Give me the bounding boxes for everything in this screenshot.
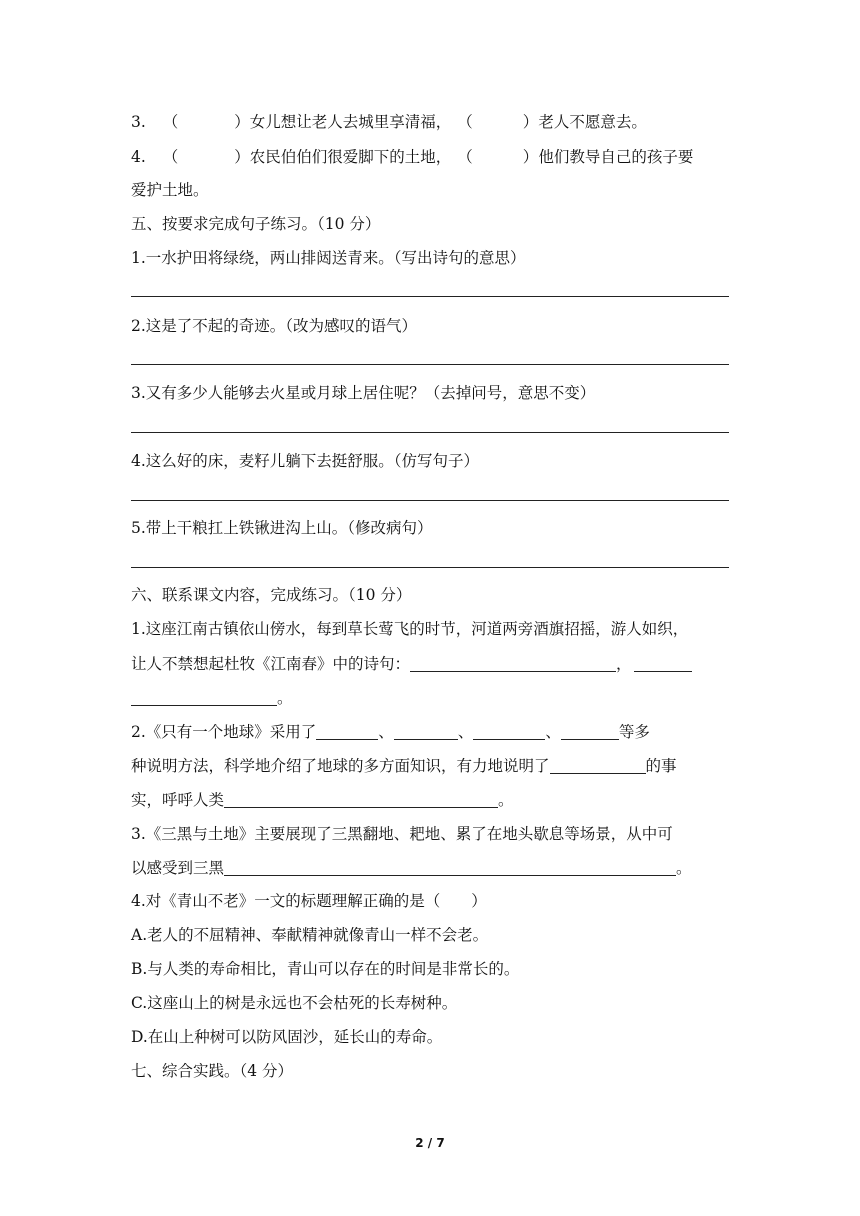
answer-line[interactable] — [131, 364, 729, 365]
section-5-item-5: 5.带上干粮扛上铁锹进沟上山。（修改病句） — [131, 519, 433, 537]
poem-blank[interactable] — [410, 655, 616, 672]
question-text: 农民伯伯们很爱脚下的土地， — [249, 148, 452, 166]
option-c[interactable]: C.这座山上的树是永远也不会枯死的长寿树种。 — [131, 994, 458, 1012]
section-6-q1-line3: 。 — [131, 688, 731, 708]
section-6-q1-line2: 让人不禁想起杜牧《江南春》中的诗句： ， — [131, 654, 731, 674]
answer-paren[interactable]: （ ） — [162, 113, 250, 131]
section-6-q1-line1: 1.这座江南古镇依山傍水，每到草长莺飞的时节，河道两旁酒旗招摇，游人如织， — [131, 620, 689, 638]
answer-line[interactable] — [131, 432, 729, 433]
method-blank[interactable] — [561, 723, 619, 740]
question-text: 女儿想让老人去城里享清福， — [249, 113, 452, 131]
section-5-item-2: 2.这是了不起的奇迹。（改为感叹的语气） — [131, 317, 418, 335]
method-blank[interactable] — [394, 723, 458, 740]
question-text-continued: 爱护土地。 — [131, 181, 209, 199]
method-blank[interactable] — [316, 723, 378, 740]
section-6-q3-line2: 以感受到三黑 。 — [131, 859, 692, 877]
answer-line[interactable] — [131, 296, 729, 297]
section-6-q2-line3: 实，呼呼人类 。 — [131, 791, 514, 809]
answer-line[interactable] — [131, 567, 729, 568]
feeling-blank[interactable] — [224, 859, 676, 876]
section-6-q4-stem: 4.对《青山不老》一文的标题理解正确的是（ ） — [131, 892, 487, 910]
question-number: 4. — [131, 148, 146, 166]
section-7-heading: 七、综合实践。（4 分） — [131, 1062, 294, 1080]
method-blank[interactable] — [473, 723, 545, 740]
question-4-4 — [131, 147, 731, 167]
section-5-item-1: 1.一水护田将绿绕，两山排闼送青来。（写出诗句的意思） — [131, 249, 526, 267]
fact-blank[interactable] — [550, 757, 646, 774]
answer-line[interactable] — [131, 500, 729, 501]
question-4-3 — [131, 112, 731, 132]
page-number: 2 / 7 — [415, 1136, 445, 1150]
section-5-heading: 五、按要求完成句子练习。（10 分） — [131, 215, 381, 233]
question-text: 他们教导自己的孩子要 — [538, 148, 694, 166]
option-d[interactable]: D.在山上种树可以防风固沙，延长山的寿命。 — [131, 1028, 443, 1046]
question-number: 3. — [131, 113, 146, 131]
option-a[interactable]: A.老人的不屈精神、奉献精神就像青山一样不会老。 — [131, 926, 489, 944]
poem-blank[interactable] — [634, 655, 692, 672]
answer-paren[interactable]: （ ） — [457, 113, 539, 131]
poem-blank[interactable] — [131, 689, 277, 706]
option-b[interactable]: B.与人类的寿命相比，青山可以存在的时间是非常长的。 — [131, 960, 520, 978]
section-6-q2-line1: 2.《只有一个地球》采用了 、 、 、 等多 — [131, 723, 650, 741]
section-6-heading: 六、联系课文内容，完成练习。（10 分） — [131, 586, 412, 604]
answer-paren[interactable]: （ ） — [457, 148, 539, 166]
answer-paren[interactable]: （ ） — [162, 148, 250, 166]
appeal-blank[interactable] — [224, 791, 498, 808]
section-6-q3-line1: 3.《三黑与土地》主要展现了三黑翻地、耙地、累了在地头歇息等场景，从中可 — [131, 825, 673, 843]
question-text: 老人不愿意去。 — [538, 113, 647, 131]
section-6-q2-line2: 种说明方法，科学地介绍了地球的多方面知识，有力地说明了 的事 — [131, 757, 677, 775]
section-5-item-4: 4.这么好的床，麦籽儿躺下去挺舒服。（仿写句子） — [131, 452, 480, 470]
section-5-item-3: 3.又有多少人能够去火星或月球上居住呢？（去掉问号，意思不变） — [131, 384, 596, 402]
